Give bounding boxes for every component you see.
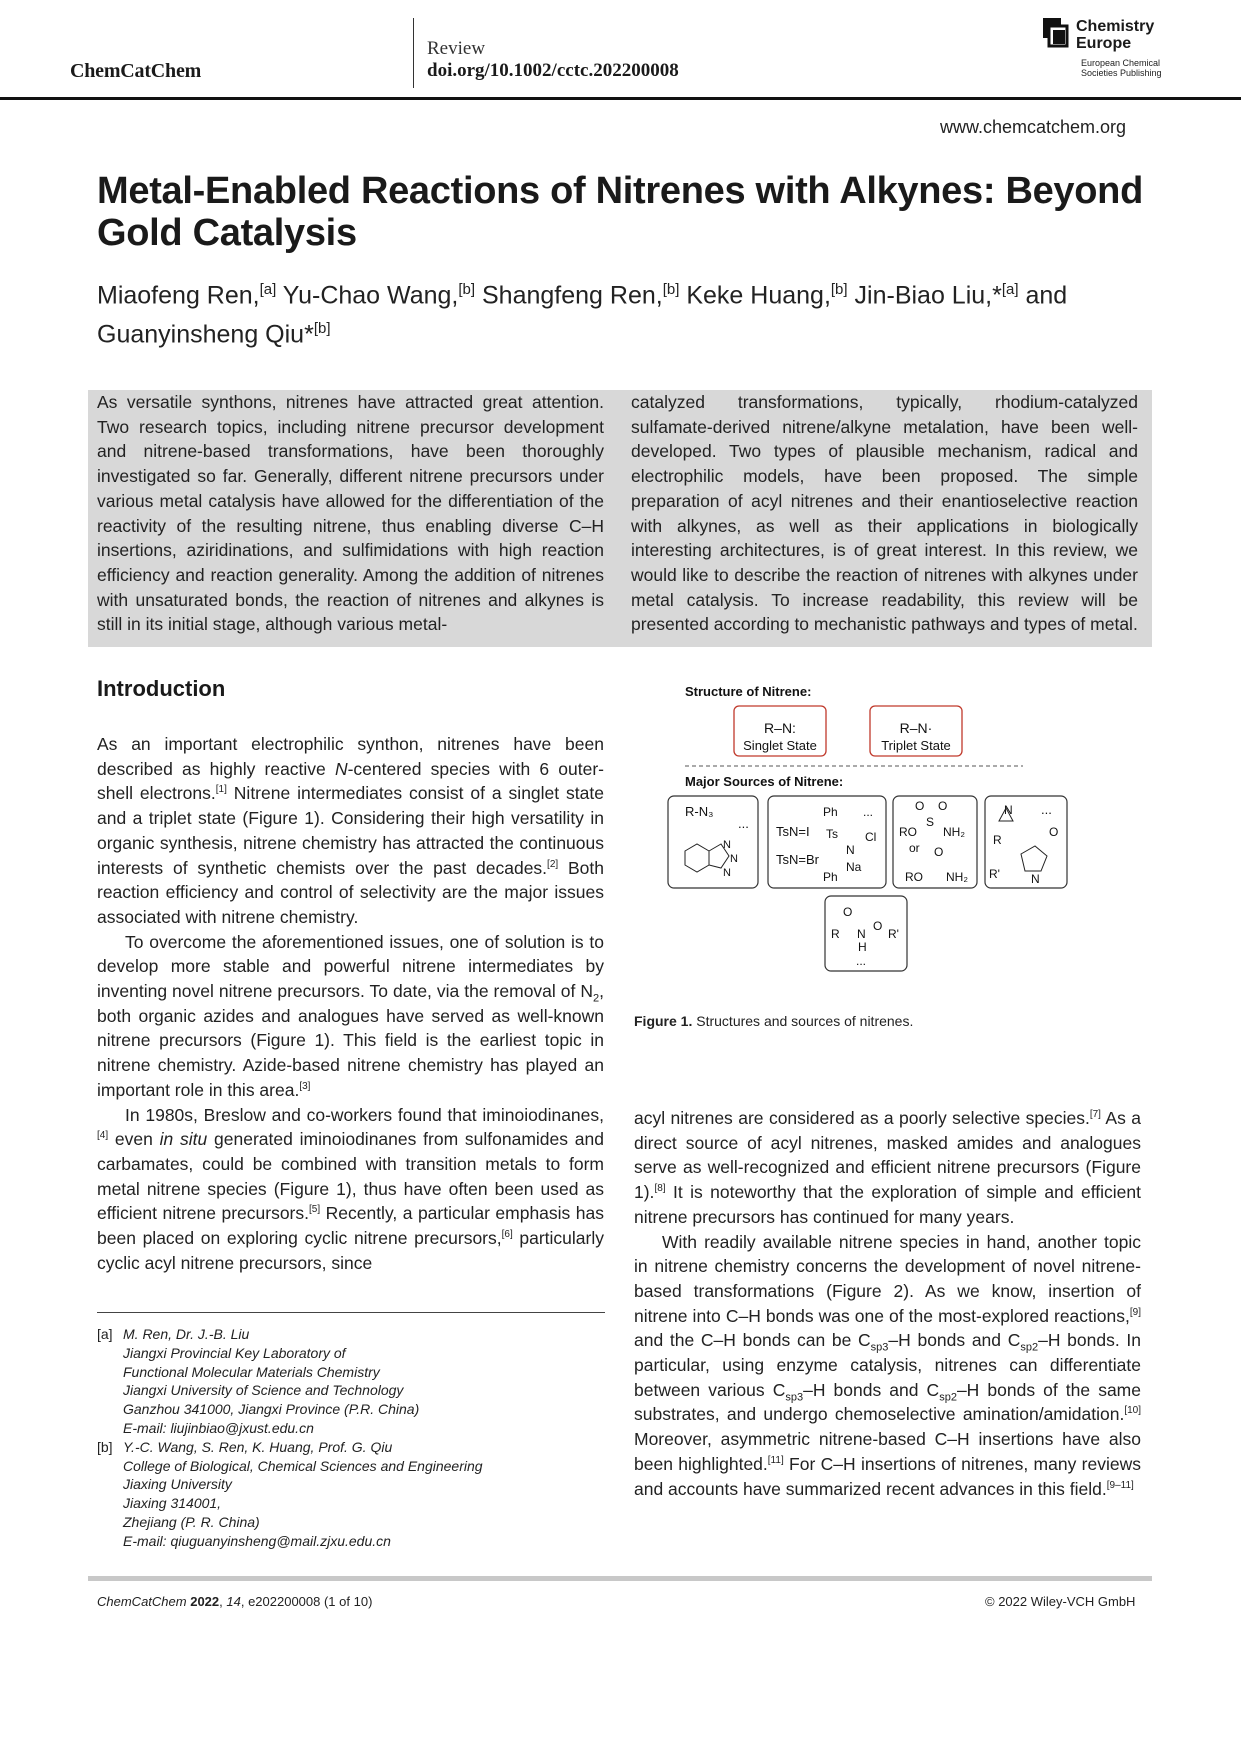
sulfamate-box: [893, 796, 977, 888]
svg-text:Cl: Cl: [865, 830, 877, 844]
footer-rule: [88, 1576, 1152, 1581]
citation-link[interactable]: [5]: [309, 1204, 321, 1216]
introduction-column-left: [97, 732, 604, 1275]
svg-text:...: ...: [738, 816, 749, 831]
svg-text:N: N: [846, 843, 855, 857]
svg-text:O: O: [1049, 825, 1059, 839]
citation-link[interactable]: [6]: [501, 1229, 513, 1241]
affiliations: [97, 1325, 617, 1551]
citation-link[interactable]: [3]: [299, 1081, 311, 1093]
svg-text:NH₂: NH₂: [943, 825, 965, 839]
svg-text:O: O: [915, 799, 925, 813]
email-link[interactable]: E-mail: qiuguanyinsheng@mail.zjxu.edu.cn: [123, 1532, 391, 1549]
svg-text:...: ...: [856, 954, 867, 968]
svg-text:TsN=Br: TsN=Br: [776, 852, 819, 867]
author-affiliation: [b]: [830, 281, 848, 298]
paragraph: In 1980s, Breslow and co-workers found that iminoiodinanes,[4] even in situ generated iminoiodinanes from sulfonamides and carbamates, could be combined with transition metals to form metal nitrene species (Figure 1), thus have often been used as efficient nitrene precursors.[5] Recently, a particular emphasis has been placed on exploring cyclic nitrene precursors,[6] particularly cyclic acyl nitrene precursors, since: [97, 1104, 604, 1273]
svg-text:O: O: [934, 845, 944, 859]
svg-text:or: or: [909, 841, 920, 855]
author-name: Shangfeng Ren,: [482, 281, 663, 310]
svg-text:R: R: [993, 833, 1002, 847]
email-link[interactable]: E-mail: liujinbiao@jxust.edu.cn: [123, 1419, 314, 1436]
citation-link[interactable]: [2]: [547, 858, 559, 870]
svg-text:N: N: [1004, 803, 1013, 817]
svg-text:RO: RO: [905, 870, 923, 884]
chemistry-europe-logo[interactable]: [1043, 18, 1188, 80]
svg-text:Na: Na: [846, 860, 862, 874]
abstract-box: [88, 390, 1152, 647]
svg-text:NH₂: NH₂: [946, 870, 968, 884]
svg-text:...: ...: [1041, 802, 1052, 817]
journal-name: ChemCatChem: [70, 60, 202, 82]
svg-text:Singlet State: Singlet State: [743, 738, 817, 753]
figure-caption: Figure 1. Structures and sources of nitrenes.: [634, 1013, 914, 1029]
svg-text:R': R': [888, 927, 899, 941]
citation-link[interactable]: [8]: [654, 1183, 666, 1195]
article-type-label: Review: [427, 38, 486, 59]
doi-link[interactable]: doi.org/10.1002/cctc.202200008: [427, 60, 679, 81]
svg-text:Ts: Ts: [826, 827, 838, 841]
journal-website-link[interactable]: www.chemcatchem.org: [940, 117, 1127, 137]
article-title: Metal-Enabled Reactions of Nitrenes with Alkynes: Beyond Gold Catalysis: [97, 170, 1143, 254]
author-name: Yu-Chao Wang,: [282, 281, 459, 310]
publisher-name: Chemistry Europe: [1076, 18, 1155, 52]
svg-text:H: H: [858, 940, 867, 954]
abstract-text-left: As versatile synthons, nitrenes have attracted great attention. Two research topics, including nitrene precursor development and nitrene-based transformations, have been thoroughly investigated so far. Generally, different nitrene precursors under various metal catalysis have allowed for the differentiation of the reactivity of the resulting nitrene, thus enabling diverse C–H insertions, aziridinations, and sulfimidations with high reaction efficiency and reaction generality. Among the addition of nitrenes with unsaturated bonds, the reaction of nitrenes and alkynes is still in its initial stage, although various metal-: [97, 392, 604, 635]
triplet-state-box: [870, 706, 962, 756]
footer-copyright: © 2022 Wiley-VCH GmbH: [985, 1594, 1136, 1609]
author-conjunction: and: [1025, 281, 1068, 310]
header-rule: [0, 97, 1241, 100]
section-heading-introduction: Introduction: [97, 676, 226, 701]
svg-text:RO: RO: [899, 825, 917, 839]
citation-link[interactable]: [10]: [1124, 1405, 1141, 1417]
publisher-logo-icon: [1043, 18, 1071, 52]
azide-box: [668, 796, 758, 888]
introduction-column-right: [634, 1106, 1141, 1501]
author-affiliation: [b]: [662, 281, 680, 298]
publisher-subtitle: European Chemical Societies Publishing: [1081, 58, 1162, 78]
author-name: Keke Huang,: [686, 281, 831, 310]
affiliation-a: [a] M. Ren, Dr. J.-B. Liu Jiangxi Provincial Key Laboratory of Functional Molecular Materials Chemistry Jiangxi University of Science and Technology Ganzhou 341000, Jiangxi Province (P.R. China) E-mail: liujinbiao@jxust.edu.cn: [97, 1326, 420, 1436]
svg-text:Triplet State: Triplet State: [881, 738, 951, 753]
svg-text:N: N: [730, 853, 738, 865]
svg-text:R–N:: R–N:: [764, 720, 796, 736]
svg-text:TsN=I: TsN=I: [776, 824, 810, 839]
svg-text:Ph: Ph: [823, 870, 838, 884]
author-name: Jin-Biao Liu,*: [854, 281, 1002, 310]
hydroxamate-box: [825, 896, 907, 971]
figure-1-nitrene-structures: [663, 676, 1109, 986]
abstract-text-right: catalyzed transformations, typically, rhodium-catalyzed sulfamate-derived nitrene/alkyne metalation, have been well-developed. Two types of plausible mechanism, radical and electrophilic models, have been proposed. The simple preparation of acyl nitrenes and their enantioselective reaction with alkynes, as well as their applications in biologically interesting architectures, is of great interest. In this review, we would like to describe the reaction of nitrenes with alkynes under metal catalysis. To increase readability, this review will be presented according to mechanistic pathways and types of metal.: [631, 392, 1138, 635]
svg-text:R–N·: R–N·: [899, 720, 933, 736]
svg-text:O: O: [843, 905, 853, 919]
author-list: [97, 273, 1147, 352]
cyclic-precursor-box: [985, 796, 1067, 888]
citation-link[interactable]: [1]: [215, 784, 227, 796]
svg-text:...: ...: [863, 805, 874, 819]
citation-link[interactable]: [4]: [97, 1130, 109, 1142]
footer-citation: ChemCatChem 2022, 14, e202200008 (1 of 10): [97, 1594, 373, 1609]
author-name: Guanyinsheng Qiu*: [97, 320, 314, 349]
author-affiliation: [a]: [1001, 281, 1019, 298]
author-name: Miaofeng Ren,: [97, 281, 260, 310]
paragraph: acyl nitrenes are considered as a poorly selective species.[7] As a direct source of acyl nitrenes, masked amides and analogues serve as well-recognized and efficient nitrene precursors (Figure 1).[8] It is noteworthy that the exploration of simple and efficient nitrene precursors has continued for many years.: [634, 1108, 1142, 1227]
affiliation-b: [b] Y.-C. Wang, S. Ren, K. Huang, Prof. G. Qiu College of Biological, Chemical Sciences and Engineering Jiaxing University Jiaxing 314001, Zhejiang (P. R. China) E-mail: qiuguanyinsheng@mail.zjxu.edu.cn: [97, 1438, 483, 1549]
svg-text:Ph: Ph: [823, 805, 838, 819]
structure-heading: Structure of Nitrene:: [685, 684, 812, 699]
header-divider: [413, 18, 414, 88]
citation-link[interactable]: [9–11]: [1106, 1479, 1134, 1491]
svg-text:R-N₃: R-N₃: [685, 804, 714, 819]
author-affiliation: [b]: [458, 281, 476, 298]
svg-text:N: N: [723, 867, 731, 879]
citation-link[interactable]: [11]: [767, 1455, 784, 1467]
author-affiliation: [a]: [259, 281, 277, 298]
svg-text:N: N: [723, 839, 731, 851]
paragraph: To overcome the aforementioned issues, one of solution is to develop more stable and powerful nitrene intermediates by inventing novel nitrene precursors. To date, via the removal of $N_2$, both organic azides and analogues have served as well-known nitrene precursors (Figure 1). This field is the earliest topic in nitrene chemistry. Azide-based nitrene chemistry has played an important role in this area.[3]: [97, 931, 604, 1100]
svg-text:O: O: [938, 799, 948, 813]
svg-text:N: N: [857, 927, 866, 941]
citation-link[interactable]: [7]: [1089, 1109, 1101, 1121]
singlet-state-box: [734, 706, 826, 756]
sources-heading: Major Sources of Nitrene:: [685, 774, 844, 789]
author-affiliation: [b]: [313, 320, 331, 338]
svg-text:N: N: [1031, 872, 1040, 886]
paragraph: As an important electrophilic synthon, nitrenes have been described as highly reactive N-centered species with 6 outer-shell electrons.[1] Nitrene intermediates consist of a singlet state and a triplet state (Figure 1). Considering their high versatility in organic synthesis, nitrene chemistry has attracted the continuous interests of synthetic chemists over the past decades.[2] Both reaction efficiency and control of selectivity are the major issues associated with nitrene chemistry.: [97, 734, 604, 927]
svg-text:S: S: [926, 815, 935, 829]
paragraph: With readily available nitrene species in hand, another topic in nitrene chemistry concerns the development of novel nitrene-based transformations (Figure 2). As we know, insertion of nitrene into C–H bonds was one of the most-explored reactions,[9] and the C–H bonds can be $C_{sp3}-H$ bonds and $C_{sp2}-H$ bonds. In particular, using enzyme catalysis, nitrenes can differentiate between various $C_{sp3}-H$ bonds and $C_{sp2}-H$ bonds of the same substrates, and undergo chemoselective amination/amidation.[10] Moreover, asymmetric nitrene-based C–H insertions have also been highlighted.[11] For C–H insertions of nitrenes, many reviews and accounts have summarized recent advances in this field.[9–11]: [634, 1231, 1141, 1499]
iodinane-box: [768, 796, 886, 888]
citation-link[interactable]: [9]: [1129, 1306, 1141, 1318]
svg-text:R': R': [989, 867, 1000, 881]
svg-text:R: R: [831, 927, 840, 941]
svg-text:O: O: [873, 919, 883, 933]
footnote-rule: [97, 1312, 605, 1313]
